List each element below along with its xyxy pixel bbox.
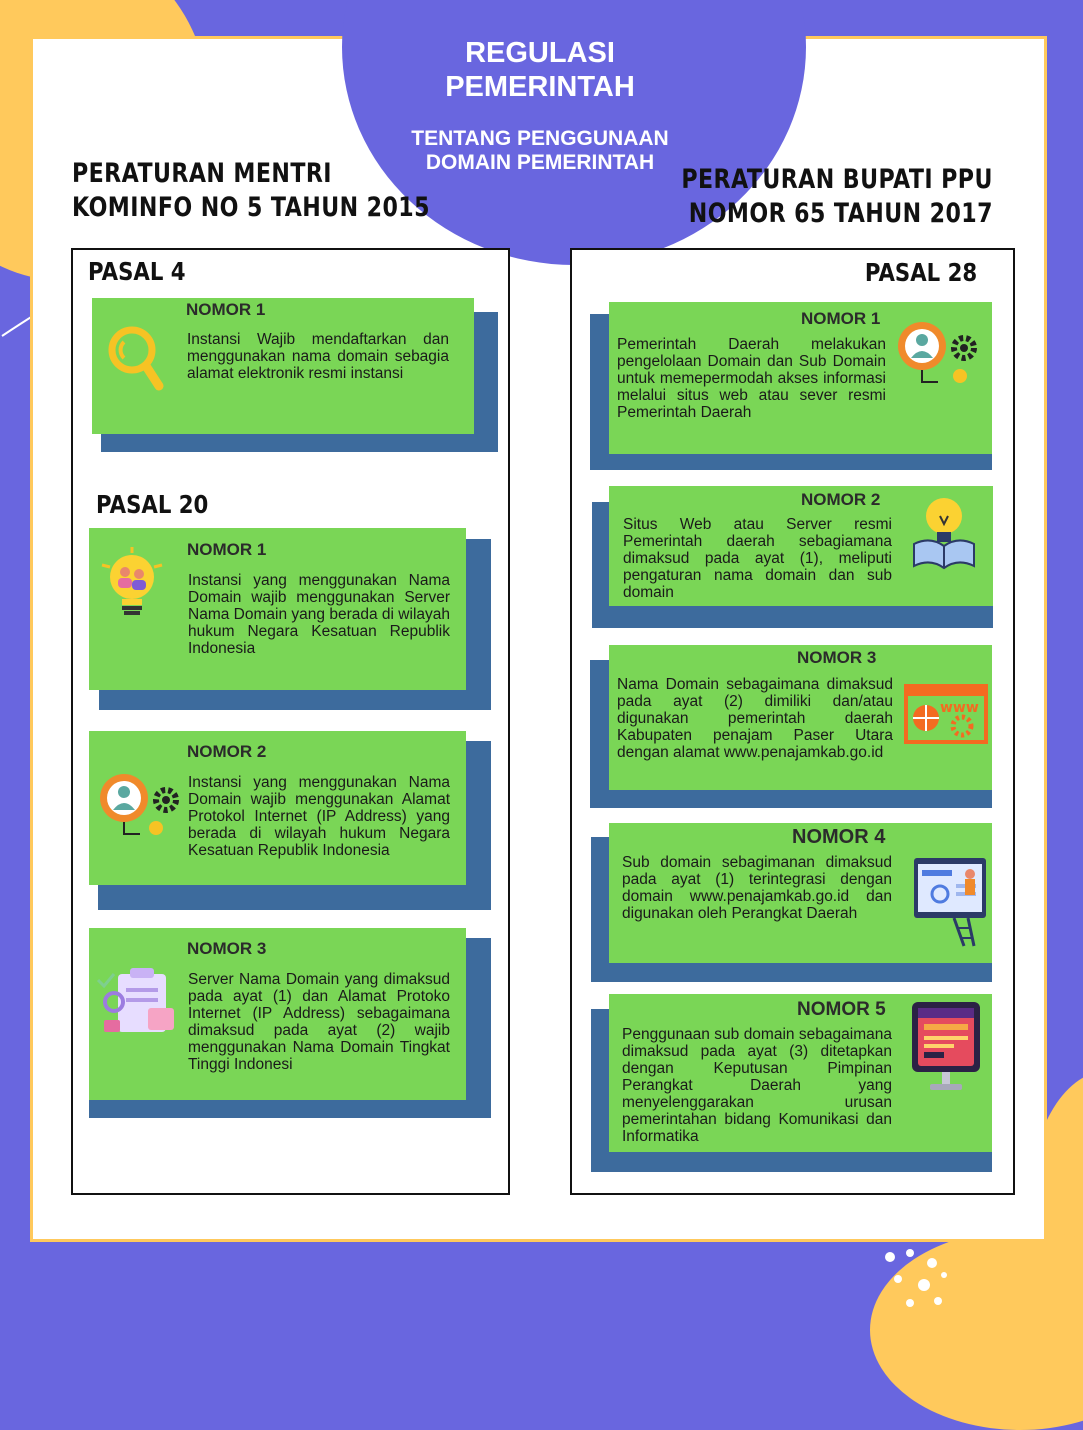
decor-dots [880,1245,960,1325]
card-nomor-label: NOMOR 3 [797,648,877,667]
card-text: Penggunaan sub domain sebagaimana dimaksud pada ayat (3) ditetapkan dengan Keputusan Pimpinan Perangkat Daerah yang menyelenggarakan urusan pemerintahan bidang Komunikasi dan Informatika [622,1026,892,1145]
title-line-2: PEMERINTAH [445,71,635,103]
lightbulb-users-icon [98,545,166,621]
subtitle-line-1: TENTANG PENGGUNAAN [411,127,669,150]
card-text: Sub domain sebagimanan dimaksud pada ayat (1) terintegrasi dengan domain www.penajamkab.go.id dan digunakan oleh Perangkat Daerah [622,854,892,922]
browser-monitor-icon [910,1000,982,1094]
profile-document-icon [96,966,182,1038]
card-text: Server Nama Domain yang dimaksud pada ayat (1) dan Alamat Protoko Internet (IP Address) sebagaimana dimaksud pada ayat (2) wajib menggunakan Nama Domain Tingkat Tinggi Indonesi [188,971,450,1073]
card-text: Pemerintah Daerah melakukan pengelolaan Domain dan Sub Domain untuk memepermodah akses informasi melalui situs web atau sever resmi Pemerintah Daerah [617,336,886,421]
card-nomor-label: NOMOR 3 [187,939,267,958]
left-heading-line-1: PERATURAN MENTRI [72,158,332,189]
card-text: Nama Domain sebagaimana dimaksud pada ayat (2) dimiliki dan/atau digunakan pemerintah daerah Kabupaten penajam Paser Utara dengan alamat www.penajamkab.go.id [617,676,893,761]
card-nomor-label: NOMOR 1 [801,309,881,328]
lightbulb-book-icon [912,494,976,570]
card-text: Instansi yang menggunakan Nama Domain wajib menggunakan Alamat Protokol Internet (IP Address) yang berada di wilayah hukum Negara Kesatuan Republik Indonesia [188,774,450,859]
user-gear-icon [894,318,980,388]
title-line-1: REGULASI [465,37,615,69]
pasal-4-label: PASAL 4 [88,257,186,286]
card-nomor-label: NOMOR 1 [187,540,267,559]
pasal-20-label: PASAL 20 [96,490,209,519]
card-nomor-label: NOMOR 2 [801,490,881,509]
user-gear-icon [96,770,182,840]
card-nomor-label: NOMOR 1 [186,300,266,319]
left-heading-line-2: KOMINFO NO 5 TAHUN 2015 [72,192,430,223]
card-nomor-label: NOMOR 4 [792,826,886,848]
card-text: Instansi Wajib mendaftarkan dan menggunakan nama domain sebagia alamat elektronik resmi instansi [187,331,449,382]
subtitle-line-2: DOMAIN PEMERINTAH [425,151,655,174]
web-team-icon [910,854,990,948]
card-nomor-label: NOMOR 5 [797,999,886,1020]
right-heading-line-1: PERATURAN BUPATI PPU [681,164,993,195]
pasal-28-label: PASAL 28 [864,258,977,287]
www-monitor-icon [904,682,988,746]
right-heading-line-2: NOMOR 65 TAHUN 2017 [688,198,993,229]
card-nomor-label: NOMOR 2 [187,742,267,761]
card-text: Situs Web atau Server resmi Pemerintah daerah sebagiamana dimaksud pada ayat (1), meliputi pengaturan nama domain dan sub domain [623,516,892,601]
svg-text:www: www [940,700,979,716]
search-icon [104,322,164,394]
card-text: Instansi yang menggunakan Nama Domain wajib menggunakan Server Nama Domain yang berada di wilayah hukum Negara Kesatuan Republik Indonesia [188,572,450,657]
